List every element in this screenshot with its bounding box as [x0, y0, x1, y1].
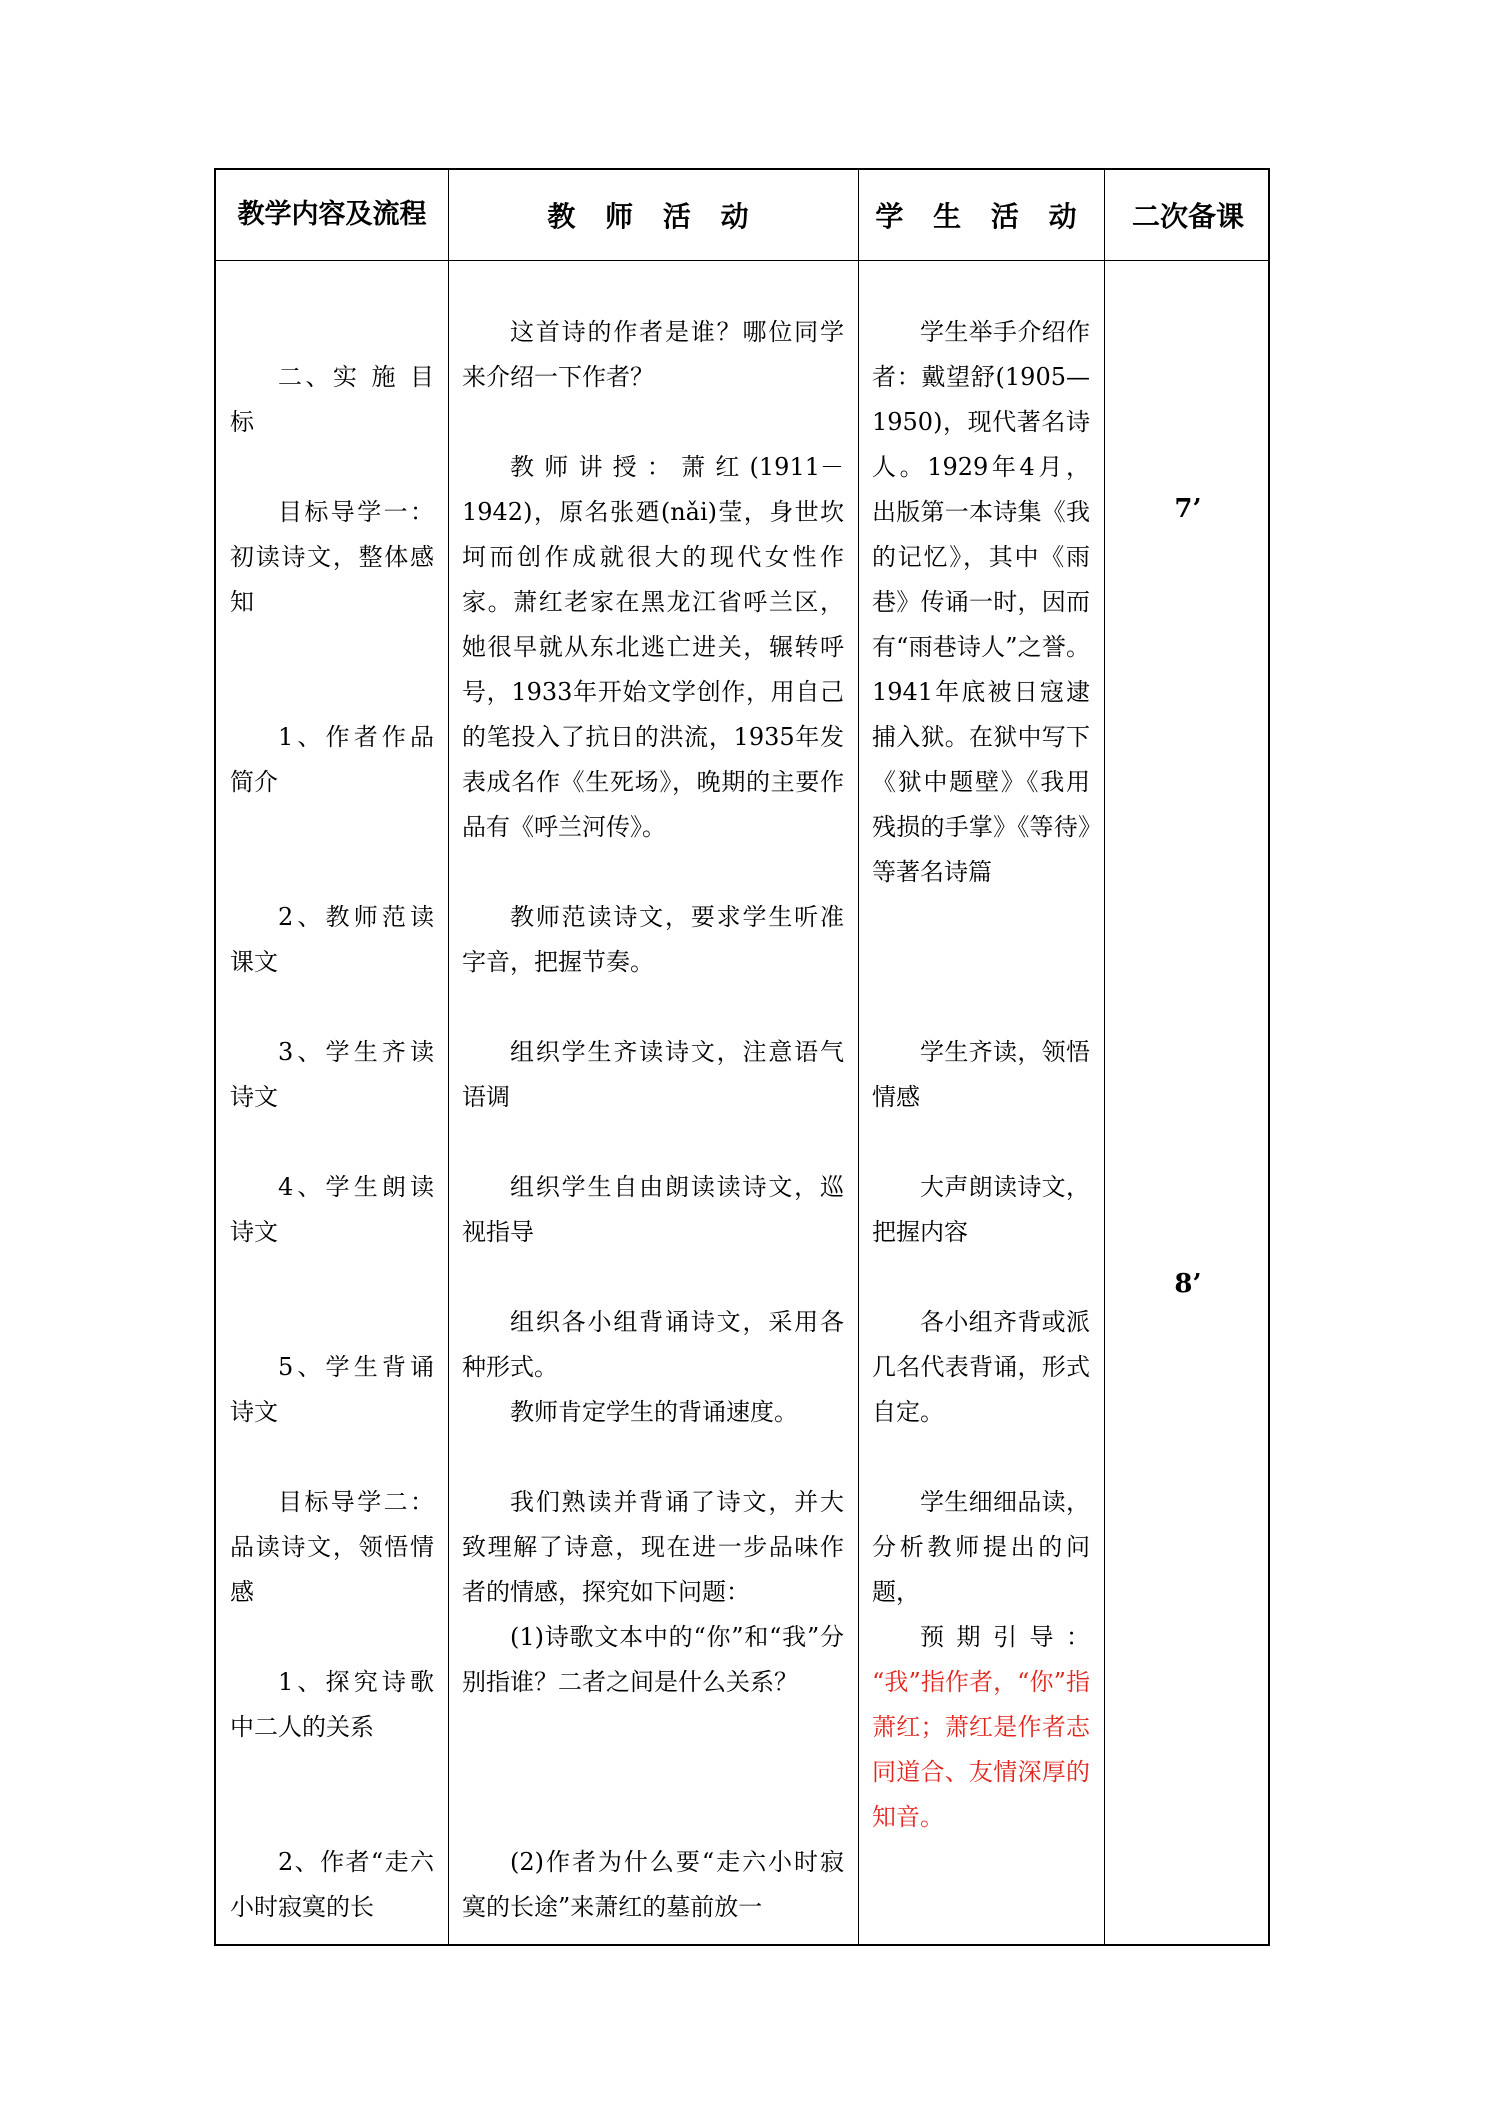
content-item: 3、学生齐读诗文 — [230, 1038, 434, 1111]
header-content: 教学内容及流程 — [237, 199, 427, 230]
header-teacher-activity: 教 师 活 动 — [547, 200, 759, 233]
student-item: 学生齐读，领悟情感 — [872, 1038, 1090, 1111]
content-column — [216, 260, 448, 1944]
teacher-item: (1)诗歌文本中的“你”和“我”分别指谁？二者之间是什么关系？ — [462, 1623, 844, 1696]
content-item: 二、实 施 目标 — [230, 363, 434, 436]
teacher-item: 组织各小组背诵诗文，采用各种形式。 — [462, 1308, 844, 1381]
content-item: 2、作者“走六小时寂寞的长 — [230, 1848, 434, 1921]
second-prep-column — [1104, 260, 1272, 1944]
student-item: 各小组齐背或派几名代表背诵，形式自定。 — [872, 1308, 1090, 1426]
teacher-item: 教师范读诗文，要求学生听准字音，把握节奏。 — [462, 903, 844, 976]
content-item: 5、学生背诵诗文 — [230, 1353, 434, 1426]
header-second-preparation: 二次备课 — [1131, 200, 1244, 233]
teacher-item: 教师讲授：萧红(1911－1942)，原名张廼(nǎi)莹，身世坎坷而创作成就很大的现代女性作家。萧红老家在黑龙江省呼兰区，她很早就从东北逃亡进关，辗转呼号，1933年开始文学创作，用自己的笔投入了抗日的洪流，1935年发表成名作《生死场》，晚期的主要作品有《呼兰河传》。 — [462, 453, 844, 841]
student-item: 大声朗读诗文，把握内容 — [872, 1173, 1090, 1246]
content-item: 2、教师范读课文 — [230, 903, 434, 976]
student-item: 学生举手介绍作者：戴望舒(1905—1950)，现代著名诗人。1929年4月，出版第一本诗集《我的记忆》，其中《雨巷》传诵一时，因而有“雨巷诗人”之誉。1941年底被日寇逮捕入狱。在狱中写下《狱中题壁》《我用残损的手掌》《等待》等著名诗篇 — [872, 318, 1090, 886]
content-item: 目标导学一：初读诗文，整体感知 — [230, 498, 434, 616]
lesson-plan-table — [214, 168, 1270, 1946]
teacher-item: 我们熟读并背诵了诗文，并大致理解了诗意，现在进一步品味作者的情感，探究如下问题： — [462, 1488, 844, 1606]
teacher-item: 这首诗的作者是谁？哪位同学来介绍一下作者？ — [462, 318, 844, 391]
teacher-item: 组织学生自由朗读读诗文，巡视指导 — [462, 1173, 844, 1246]
student-expected-answer: “我”指作者，“你”指萧红；萧红是作者志同道合、友情深厚的知音。 — [872, 1668, 1090, 1831]
teacher-item: (2)作者为什么要“走六小时寂寞的长途”来萧红的墓前放一 — [462, 1848, 844, 1921]
teacher-item: 组织学生齐读诗文，注意语气语调 — [462, 1038, 844, 1111]
time-note: 7’ — [1174, 494, 1202, 524]
student-item: 预期引导： — [920, 1623, 1090, 1651]
content-item: 1、作者作品简介 — [230, 723, 434, 796]
student-item: 学生细细品读，分析教师提出的问题， — [872, 1488, 1090, 1606]
student-column — [858, 260, 1104, 1944]
header-student-activity: 学 生 活 动 — [875, 200, 1087, 233]
time-note: 8’ — [1174, 1269, 1202, 1299]
teacher-item: 教师肯定学生的背诵速度。 — [510, 1398, 798, 1426]
content-item: 目标导学二：品读诗文，领悟情感 — [230, 1488, 434, 1606]
content-item: 4、学生朗读诗文 — [230, 1173, 434, 1246]
content-item: 1、探究诗歌中二人的关系 — [230, 1668, 434, 1741]
teacher-column — [448, 260, 858, 1944]
